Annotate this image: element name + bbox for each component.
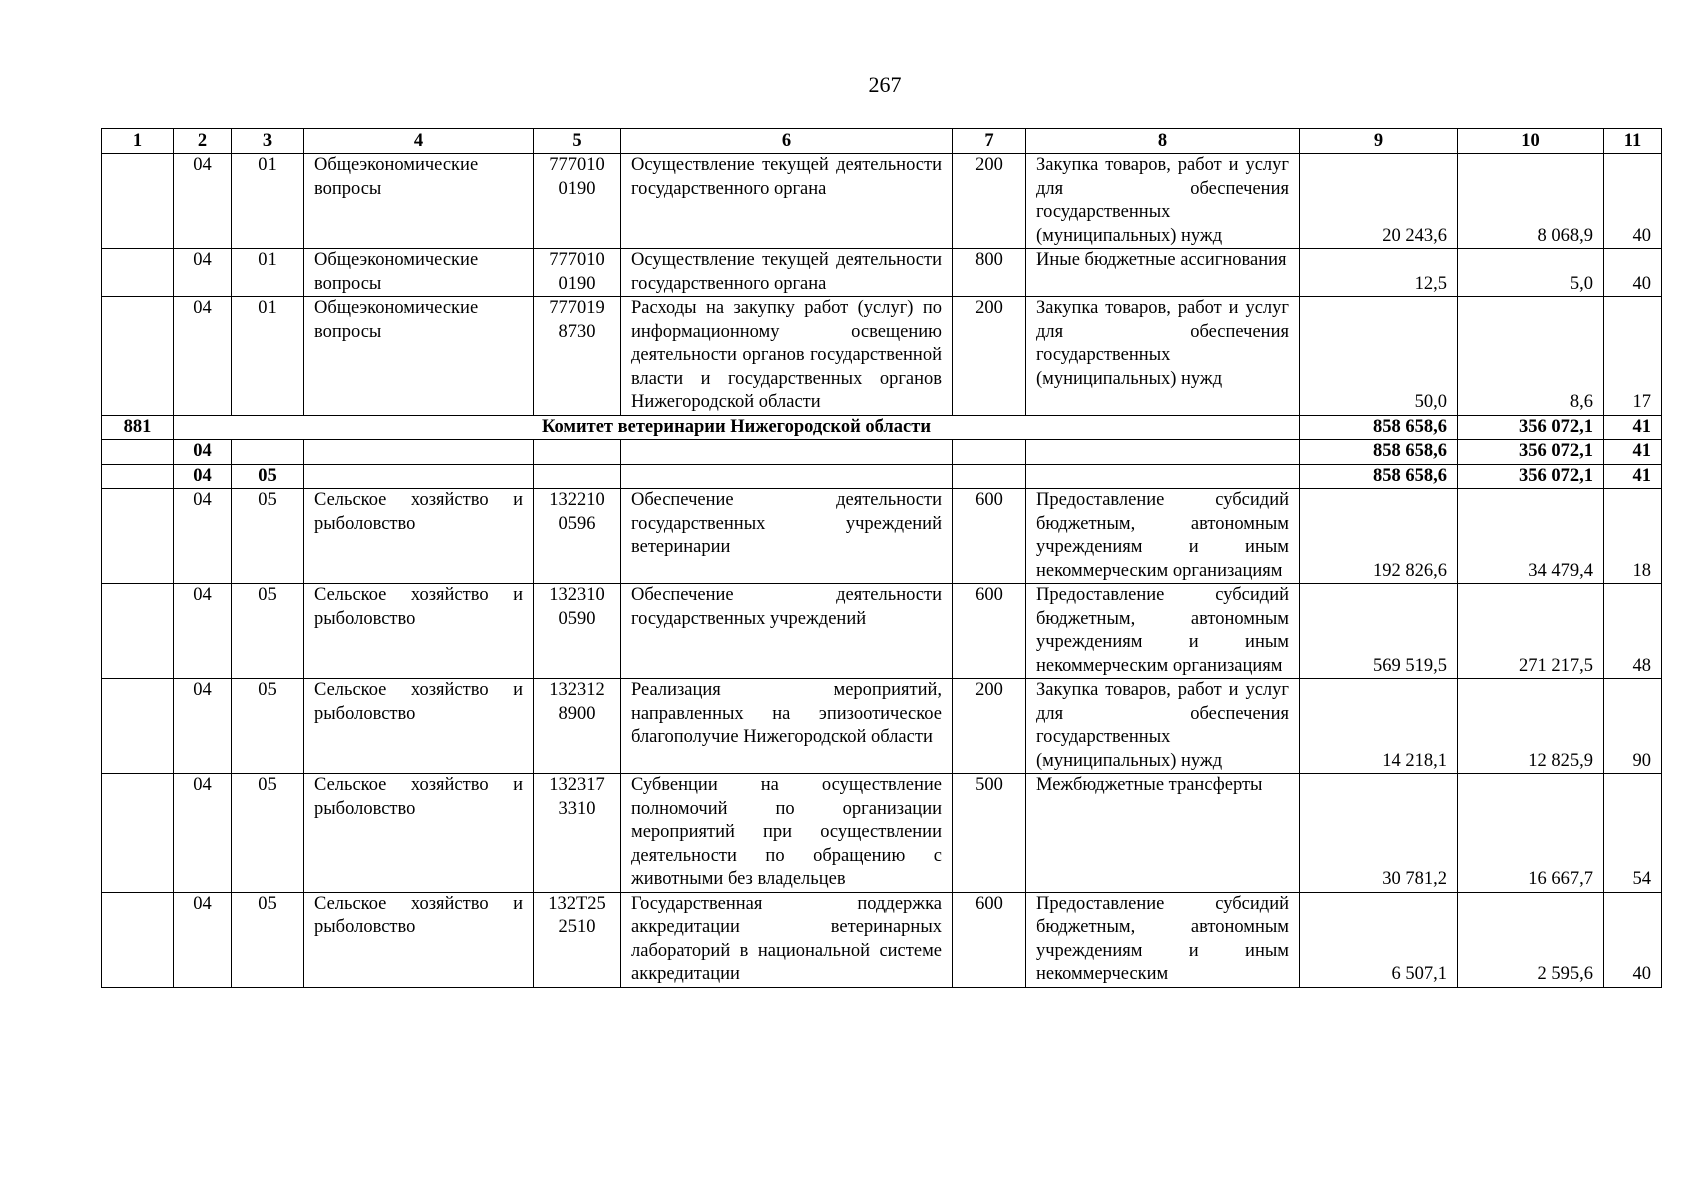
cell-expense-name: Закупка товаров, работ и услуг для обеспечения государственных (муниципальных) нужд [1026, 297, 1300, 416]
cell-expense-name: Предоставление субсидий бюджетным, автономным учреждениям и иным некоммерческим [1026, 892, 1300, 987]
cell-section-name: Общеэкономические вопросы [304, 297, 534, 416]
cell-section: 04 [174, 892, 232, 987]
cell-percent: 18 [1604, 489, 1662, 584]
cell-1 [102, 297, 174, 416]
cell-section-name: Сельское хозяйство и рыболовство [304, 892, 534, 987]
cell-subsection: 01 [232, 154, 304, 249]
cell-empty [534, 464, 621, 489]
cell-section: 04 [174, 249, 232, 297]
cell-percent: 48 [1604, 584, 1662, 679]
cell-section: 04 [174, 679, 232, 774]
cell-target-code: 132210 0596 [534, 489, 621, 584]
cell-section: 04 [174, 154, 232, 249]
cell-expense-name: Закупка товаров, работ и услуг для обеспечения государственных (муниципальных) нужд [1026, 679, 1300, 774]
cell-expense-name: Предоставление субсидий бюджетным, автономным учреждениям и иным некоммерческим организациям [1026, 584, 1300, 679]
cell-expense-code: 800 [953, 249, 1026, 297]
cell-target-name: Расходы на закупку работ (услуг) по информационному освещению деятельности органов государственной власти и государственных органов Нижегородской области [621, 297, 953, 416]
cell-actual: 12 825,9 [1458, 679, 1604, 774]
cell-target-name: Осуществление текущей деятельности государственного органа [621, 154, 953, 249]
cell-1 [102, 154, 174, 249]
cell-target-name: Обеспечение деятельности государственных учреждений [621, 584, 953, 679]
cell-expense-code: 600 [953, 584, 1026, 679]
subsection-subtotal-row [102, 464, 1662, 489]
table-row [102, 679, 1662, 774]
cell-plan: 858 658,6 [1300, 440, 1458, 465]
cell-plan: 6 507,1 [1300, 892, 1458, 987]
cell-subsection: 05 [232, 774, 304, 893]
cell-plan: 858 658,6 [1300, 415, 1458, 440]
cell-target-code: 132312 8900 [534, 679, 621, 774]
cell-actual: 356 072,1 [1458, 464, 1604, 489]
cell-1 [102, 489, 174, 584]
header-cell: 2 [174, 129, 232, 154]
cell-actual: 5,0 [1458, 249, 1604, 297]
budget-table [101, 128, 1662, 988]
cell-expense-code: 200 [953, 154, 1026, 249]
cell-actual: 2 595,6 [1458, 892, 1604, 987]
table-row [102, 584, 1662, 679]
cell-target-code: 132310 0590 [534, 584, 621, 679]
cell-plan: 30 781,2 [1300, 774, 1458, 893]
cell-plan: 858 658,6 [1300, 464, 1458, 489]
header-cell: 9 [1300, 129, 1458, 154]
cell-section: 04 [174, 774, 232, 893]
cell-target-name: Обеспечение деятельности государственных учреждений ветеринарии [621, 489, 953, 584]
committee-row [102, 415, 1662, 440]
cell-expense-name: Межбюджетные трансферты [1026, 774, 1300, 893]
cell-section-name: Сельское хозяйство и рыболовство [304, 584, 534, 679]
cell-target-code: 777010 0190 [534, 154, 621, 249]
cell-empty [534, 440, 621, 465]
header-cell: 5 [534, 129, 621, 154]
cell-section: 04 [174, 464, 232, 489]
cell-1 [102, 249, 174, 297]
cell-empty [1026, 440, 1300, 465]
section-subtotal-row [102, 440, 1662, 465]
cell-expense-code: 600 [953, 892, 1026, 987]
cell-target-name: Государственная поддержка аккредитации ветеринарных лабораторий в национальной системе аккредитации [621, 892, 953, 987]
cell-actual: 34 479,4 [1458, 489, 1604, 584]
cell-subsection: 05 [232, 489, 304, 584]
cell-expense-name: Иные бюджетные ассигнования [1026, 249, 1300, 297]
cell-target-name: Осуществление текущей деятельности государственного органа [621, 249, 953, 297]
header-cell: 3 [232, 129, 304, 154]
cell-actual: 356 072,1 [1458, 415, 1604, 440]
cell-plan: 14 218,1 [1300, 679, 1458, 774]
cell-empty [1026, 464, 1300, 489]
cell-percent: 40 [1604, 249, 1662, 297]
cell-empty [102, 440, 174, 465]
table-row [102, 154, 1662, 249]
cell-percent: 90 [1604, 679, 1662, 774]
cell-section-name: Общеэкономические вопросы [304, 154, 534, 249]
cell-actual: 356 072,1 [1458, 440, 1604, 465]
header-cell: 11 [1604, 129, 1662, 154]
cell-expense-name: Предоставление субсидий бюджетным, автономным учреждениям и иным некоммерческим организациям [1026, 489, 1300, 584]
cell-section-name: Общеэкономические вопросы [304, 249, 534, 297]
cell-target-code: 132T25 2510 [534, 892, 621, 987]
table-row [102, 297, 1662, 416]
cell-subsection: 05 [232, 892, 304, 987]
cell-section: 04 [174, 440, 232, 465]
cell-1 [102, 679, 174, 774]
cell-expense-code: 200 [953, 679, 1026, 774]
cell-empty [621, 464, 953, 489]
cell-actual: 16 667,7 [1458, 774, 1604, 893]
table-row [102, 249, 1662, 297]
cell-expense-code: 500 [953, 774, 1026, 893]
cell-percent: 54 [1604, 774, 1662, 893]
table-row [102, 489, 1662, 584]
table-row [102, 774, 1662, 893]
cell-plan: 50,0 [1300, 297, 1458, 416]
cell-actual: 8 068,9 [1458, 154, 1604, 249]
cell-plan: 20 243,6 [1300, 154, 1458, 249]
cell-plan: 192 826,6 [1300, 489, 1458, 584]
committee-code: 881 [102, 415, 174, 440]
cell-empty [953, 464, 1026, 489]
header-cell: 4 [304, 129, 534, 154]
cell-plan: 569 519,5 [1300, 584, 1458, 679]
cell-subsection: 05 [232, 679, 304, 774]
header-cell: 1 [102, 129, 174, 154]
cell-subsection: 05 [232, 464, 304, 489]
cell-target-code: 777010 0190 [534, 249, 621, 297]
cell-1 [102, 892, 174, 987]
committee-name: Комитет ветеринарии Нижегородской области [174, 415, 1300, 440]
cell-plan: 12,5 [1300, 249, 1458, 297]
header-cell: 6 [621, 129, 953, 154]
cell-actual: 8,6 [1458, 297, 1604, 416]
cell-expense-code: 200 [953, 297, 1026, 416]
header-cell: 7 [953, 129, 1026, 154]
cell-target-code: 777019 8730 [534, 297, 621, 416]
cell-empty [621, 440, 953, 465]
cell-subsection: 01 [232, 297, 304, 416]
cell-section: 04 [174, 489, 232, 584]
cell-target-name: Субвенции на осуществление полномочий по организации мероприятий при осуществлении деятельности по обращению с животными без владельцев [621, 774, 953, 893]
cell-1 [102, 584, 174, 679]
header-cell: 8 [1026, 129, 1300, 154]
cell-section: 04 [174, 584, 232, 679]
cell-empty [102, 464, 174, 489]
cell-subsection: 01 [232, 249, 304, 297]
cell-section-name: Сельское хозяйство и рыболовство [304, 679, 534, 774]
cell-empty [304, 440, 534, 465]
cell-empty [953, 440, 1026, 465]
cell-expense-code: 600 [953, 489, 1026, 584]
header-row [102, 129, 1662, 154]
cell-empty [232, 440, 304, 465]
cell-percent: 17 [1604, 297, 1662, 416]
header-cell: 10 [1458, 129, 1604, 154]
cell-section: 04 [174, 297, 232, 416]
cell-actual: 271 217,5 [1458, 584, 1604, 679]
table-row [102, 892, 1662, 987]
cell-1 [102, 774, 174, 893]
cell-section-name: Сельское хозяйство и рыболовство [304, 774, 534, 893]
cell-percent: 41 [1604, 440, 1662, 465]
cell-percent: 40 [1604, 154, 1662, 249]
cell-empty [304, 464, 534, 489]
cell-section-name: Сельское хозяйство и рыболовство [304, 489, 534, 584]
cell-percent: 41 [1604, 415, 1662, 440]
cell-subsection: 05 [232, 584, 304, 679]
cell-target-name: Реализация мероприятий, направленных на эпизоотическое благополучие Нижегородской области [621, 679, 953, 774]
cell-expense-name: Закупка товаров, работ и услуг для обеспечения государственных (муниципальных) нужд [1026, 154, 1300, 249]
cell-percent: 40 [1604, 892, 1662, 987]
cell-percent: 41 [1604, 464, 1662, 489]
cell-target-code: 132317 3310 [534, 774, 621, 893]
page-number: 267 [868, 72, 902, 97]
